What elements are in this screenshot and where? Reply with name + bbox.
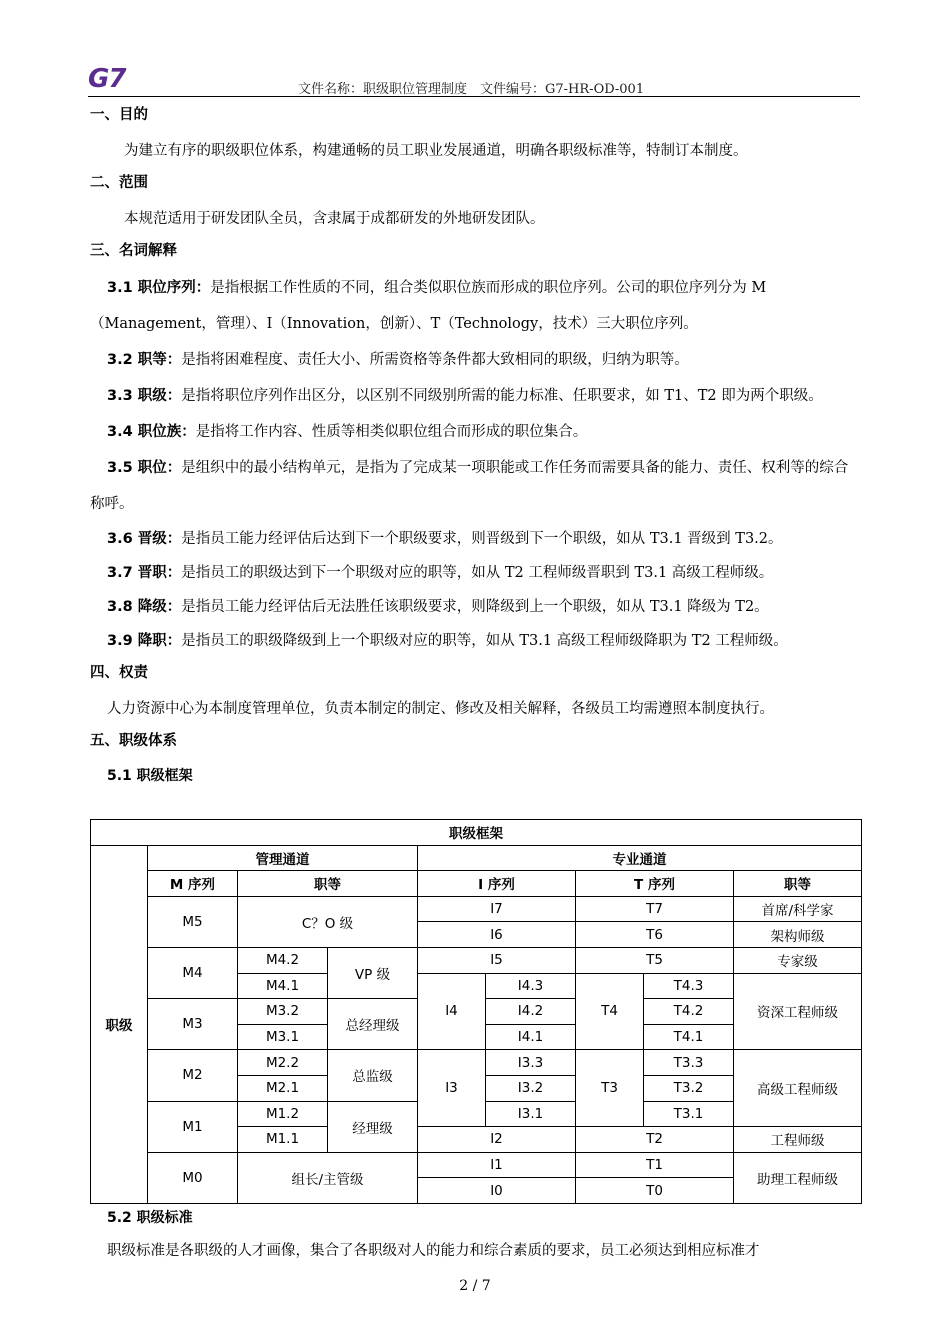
table-title: 职级框架: [91, 820, 862, 846]
table-cell: T2: [576, 1127, 734, 1153]
definition-3-1: 3.1 职位序列：是指根据工作性质的不同，组合类似职位族而形成的职位序列。公司的职位序列分为 M（Management，管理）、I（Innovation，创新）、T（Technology，技术）三大职位序列。: [90, 280, 767, 332]
table-cell: T5: [576, 947, 734, 973]
g7-logo: G7: [88, 64, 126, 94]
table-cell: M1.2: [238, 1101, 328, 1127]
grade-header-professional: 职等: [734, 871, 862, 897]
definition-3-5: 3.5 职位：是组织中的最小结构单元，是指为了完成某一项职能或工作任务而需要具备的能力、责任、权利等的综合称呼。: [90, 460, 849, 512]
table-cell: 架构师级: [734, 922, 862, 948]
table-cell: M2: [148, 1050, 238, 1101]
section-3-title: 三、名词解释: [90, 243, 177, 259]
section-4-text: 人力资源中心为本制度管理单位，负责本制定的制定、修改及相关解释，各级员工均需遵照本制度执行。: [107, 701, 774, 717]
definition-3-9: 3.9 降职：是指员工的职级降级到上一个职级对应的职等，如从 T3.1 高级工程师级降职为 T2 工程师级。: [107, 633, 788, 649]
table-cell: M1.1: [238, 1127, 328, 1153]
table-cell: I6: [418, 922, 576, 948]
section-5-2-text: 职级标准是各职级的人才画像，集合了各职级对人的能力和综合素质的要求，员工必须达到相应标准才: [107, 1243, 760, 1259]
row-header-grade: 职级: [91, 845, 148, 1203]
table-cell: T3: [576, 1050, 644, 1127]
table-cell: M0: [148, 1152, 238, 1203]
m-sequence-header: M 序列: [148, 871, 238, 897]
table-cell: 经理级: [328, 1101, 418, 1152]
section-5-2: [90, 1202, 862, 1268]
definition-3-8: 3.8 降级：是指员工能力经评估后无法胜任该职级要求，则降级到上一个职级，如从 T3.1 降级为 T2。: [107, 599, 769, 615]
table-cell: M3.2: [238, 999, 328, 1025]
definition-3-4: 3.4 职位族：是指将工作内容、性质等相类似职位组合而形成的职位集合。: [107, 424, 588, 440]
table-cell: I5: [418, 947, 576, 973]
table-cell: M4.1: [238, 973, 328, 999]
table-cell: 资深工程师级: [734, 973, 862, 1050]
table-cell: 高级工程师级: [734, 1050, 862, 1127]
table-cell: I2: [418, 1127, 576, 1153]
i-sequence-header: I 序列: [418, 871, 576, 897]
table-cell: VP 级: [328, 947, 418, 998]
table-cell: M3: [148, 999, 238, 1050]
table-cell: M2.2: [238, 1050, 328, 1076]
table-cell: 专家级: [734, 947, 862, 973]
section-1-title: 一、目的: [90, 107, 148, 123]
table-cell: I4: [418, 973, 486, 1050]
table-cell: I4.3: [486, 973, 576, 999]
table-cell: I1: [418, 1152, 576, 1178]
table-cell: M1: [148, 1101, 238, 1152]
definition-3-3: 3.3 职级：是指将职位序列作出区分，以区别不同级别所需的能力标准、任职要求，如 T1、T2 即为两个职级。: [107, 388, 823, 404]
section-2-title: 二、范围: [90, 175, 148, 191]
management-channel-header: 管理通道: [148, 845, 418, 871]
table-cell: I7: [418, 896, 576, 922]
definition-3-7: 3.7 晋职：是指员工的职级达到下一个职级对应的职等，如从 T2 工程师级晋职到 T3.1 高级工程师级。: [107, 565, 774, 581]
grade-framework-table: [90, 819, 862, 1204]
table-cell: T3.2: [644, 1075, 734, 1101]
table-cell: 首席/科学家: [734, 896, 862, 922]
table-cell: I3.3: [486, 1050, 576, 1076]
table-cell: M2.1: [238, 1075, 328, 1101]
header-document-info: 文件名称：职级职位管理制度 文件编号：G7-HR-OD-001: [298, 82, 645, 97]
table-cell: T4.1: [644, 1024, 734, 1050]
professional-channel-header: 专业通道: [418, 845, 862, 871]
section-1-text: 为建立有序的职级职位体系，构建通畅的员工职业发展通道，明确各职级标准等，特制订本制度。: [124, 143, 748, 159]
t-sequence-header: T 序列: [576, 871, 734, 897]
table-cell: T0: [576, 1178, 734, 1204]
page-number: 2 / 7: [459, 1278, 491, 1294]
table-cell: C？O 级: [238, 896, 418, 947]
table-cell: I4.1: [486, 1024, 576, 1050]
table-cell: T7: [576, 896, 734, 922]
table-cell: T1: [576, 1152, 734, 1178]
section-5-1-title: 5.1 职级框架: [107, 768, 193, 784]
table-cell: M3.1: [238, 1024, 328, 1050]
table-cell: T3.1: [644, 1101, 734, 1127]
table-cell: M4: [148, 947, 238, 998]
definition-3-6: 3.6 晋级：是指员工能力经评估后达到下一个职级要求，则晋级到下一个职级，如从 T3.1 晋级到 T3.2。: [107, 531, 783, 547]
page-header: [88, 62, 860, 97]
section-5-2-title: 5.2 职级标准: [107, 1210, 193, 1226]
table-cell: T4.3: [644, 973, 734, 999]
definition-3-2: 3.2 职等：是指将困难程度、责任大小、所需资格等条件都大致相同的职级，归纳为职等。: [107, 352, 689, 368]
table-cell: 助理工程师级: [734, 1152, 862, 1203]
table-cell: T4: [576, 973, 644, 1050]
table-cell: I3.2: [486, 1075, 576, 1101]
section-2-text: 本规范适用于研发团队全员，含隶属于成都研发的外地研发团队。: [124, 211, 545, 227]
table-cell: 总经理级: [328, 999, 418, 1050]
table-cell: I0: [418, 1178, 576, 1204]
table-cell: I3: [418, 1050, 486, 1127]
table-cell: I3.1: [486, 1101, 576, 1127]
table-cell: M5: [148, 896, 238, 947]
grade-header-management: 职等: [238, 871, 418, 897]
table-cell: T3.3: [644, 1050, 734, 1076]
table-cell: 组长/主管级: [238, 1152, 418, 1203]
table-cell: 工程师级: [734, 1127, 862, 1153]
table-cell: M4.2: [238, 947, 328, 973]
table-cell: 总监级: [328, 1050, 418, 1101]
table-cell: T4.2: [644, 999, 734, 1025]
section-5-title: 五、职级体系: [90, 733, 177, 749]
table-cell: I4.2: [486, 999, 576, 1025]
table-cell: T6: [576, 922, 734, 948]
section-4-title: 四、权责: [90, 665, 148, 681]
document-body: [90, 100, 862, 792]
